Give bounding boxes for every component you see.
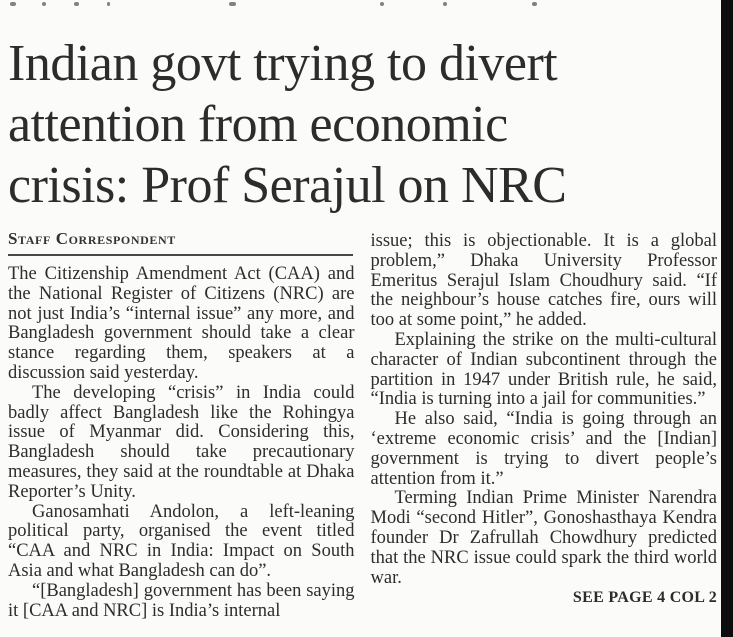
headline-line-1: Indian govt trying to divert: [8, 35, 558, 92]
byline: Staff Correspondent: [8, 229, 176, 248]
paragraph: Explaining the strike on the multi-cultural character of Indian subcontinent through the partition in 1947 under British rule, he said, “India is turning into a jail for communities.”: [370, 329, 717, 410]
paragraph: The developing “crisis” in India could badly affect Bangladesh like the Rohingya issue of Myanmar did. Considering this, Bangladesh should take precautionary measures, they said at the roundtable at Dhaka Reporter’s Unity.: [8, 382, 355, 502]
paragraph: He also said, “India is going through an ‘extreme economic crisis’ and the [Indian] government is trying to divert people’s attention from it.”: [370, 409, 717, 489]
byline-rule: [8, 254, 353, 256]
headline-line-3: crisis: Prof Serajul on NRC: [8, 157, 567, 214]
column-left: [8, 229, 355, 621]
paragraph: issue; this is objectionable. It is a global problem,” Dhaka University Professor Emeritus Serajul Islam Choudhury said. “If the neighbour’s house catches fire, ours will too at some point,” he added.: [370, 231, 717, 331]
paragraph: Ganosamhati Andolon, a left-leaning political party, organised the event titled “CAA and NRC in India: Impact on South Asia and what Bangladesh can do”.: [8, 501, 355, 581]
scan-edge-bar: [721, 0, 733, 637]
paragraph: The Citizenship Amendment Act (CAA) and the National Register of Citizens (NRC) are not just India’s “internal issue” any more, and Bangladesh government should take a clear stance regarding them, speakers at a discussion said yesterday.: [8, 264, 355, 383]
see-page-reference: SEE PAGE 4 COL 2: [572, 589, 717, 607]
article-headline: [8, 33, 717, 216]
paragraph: “[Bangladesh] government has been saying it [CAA and NRC] is India’s internal: [8, 580, 355, 621]
article-columns: [8, 229, 717, 621]
article: [8, 0, 717, 621]
paragraph: Terming Indian Prime Minister Narendra Modi “second Hitler”, Gonoshasthaya Kendra founder Dr Zafrullah Chowdhury predicted that the NRC issue could spark the third world war.: [370, 488, 717, 588]
column-right: [371, 229, 718, 621]
headline-line-2: attention from economic: [8, 96, 508, 153]
